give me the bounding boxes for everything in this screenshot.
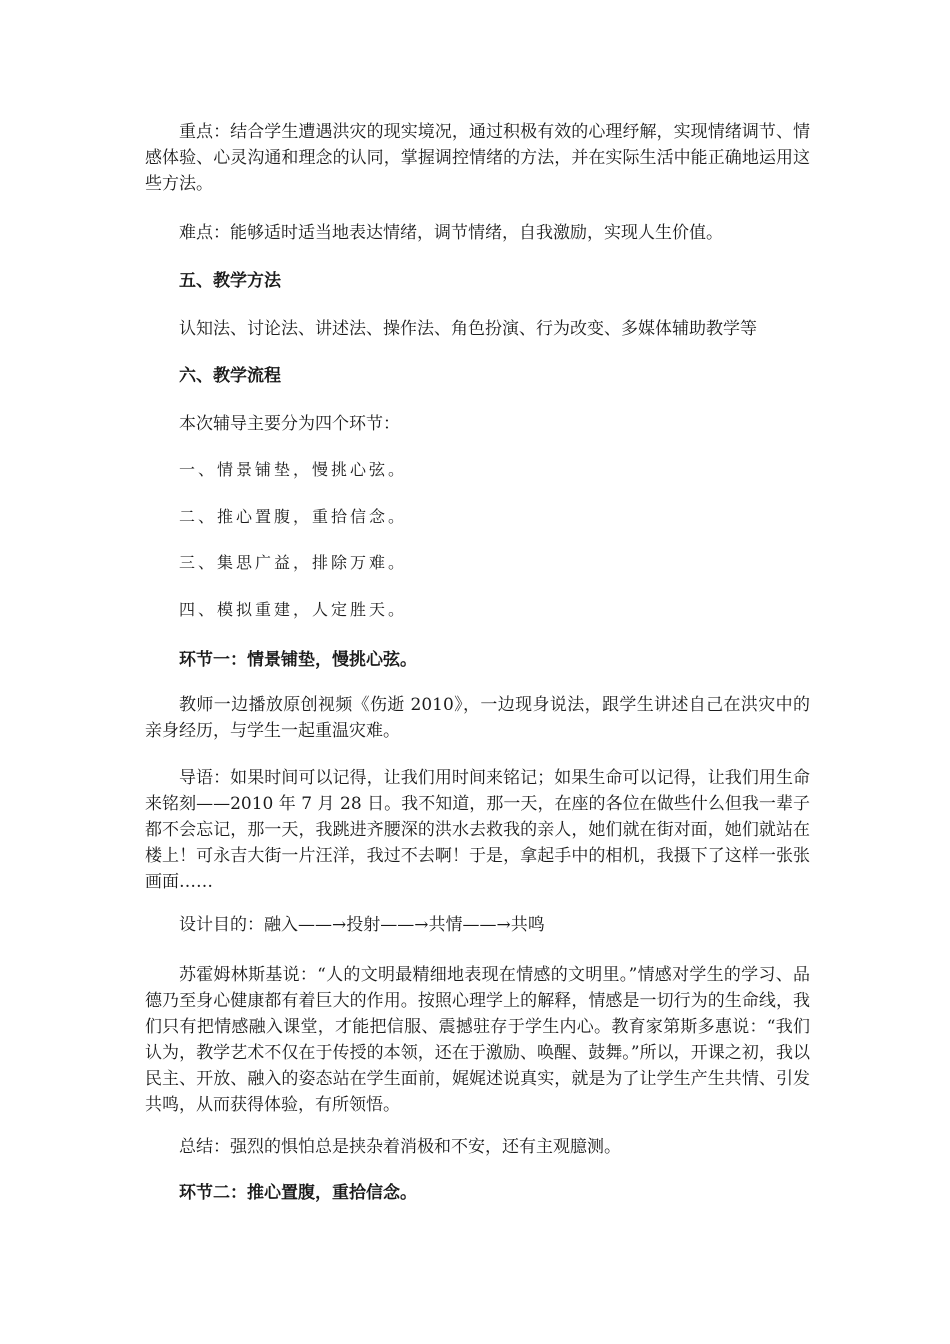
step-list-item: 三、集思广益，排除万难。: [179, 553, 408, 572]
section-heading-methods: 五、教学方法: [179, 271, 281, 291]
key-points-paragraph: 重点：结合学生遭遇洪灾的现实境况，通过积极有效的心理纾解，实现情绪调节、情感体验、心灵沟通和理念的认同，掌握调控情绪的方法，并在实际生活中能正确地运用这些方法。: [145, 122, 810, 194]
step-list-item: 二、推心置腹，重拾信念。: [179, 507, 408, 526]
section-heading-process: 六、教学流程: [179, 366, 281, 386]
step-list-item: 一、情景铺垫，慢挑心弦。: [179, 460, 408, 479]
design-goal-paragraph: 设计目的：融入——→投射——→共情——→共鸣: [179, 915, 545, 935]
step1-description: 教师一边播放原创视频《伤逝 2010》，一边现身说法，跟学生讲述自己在洪灾中的亲身经历，与学生一起重温灾难。: [145, 695, 810, 741]
step2-heading: 环节二：推心置腹，重拾信念。: [179, 1183, 417, 1203]
step-list-item: 四、模拟重建，人定胜天。: [179, 600, 408, 619]
intro-speech-paragraph: 导语：如果时间可以记得，让我们用时间来铭记；如果生命可以记得，让我们用生命来铭刻——2010 年 7 月 28 日。我不知道，那一天，在座的各位在做些什么但我一辈子都不会忘记，那一天，我跳进齐腰深的洪水去救我的亲人，她们就在街对面，她们就站在楼上！可永吉大街一片汪洋，我过不去啊！于是，拿起手中的相机，我摄下了这样一张张画面……: [145, 768, 810, 892]
summary-paragraph: 总结：强烈的惧怕总是挟杂着消极和不安，还有主观臆测。: [179, 1137, 621, 1157]
process-intro-paragraph: 本次辅导主要分为四个环节：: [179, 414, 400, 434]
methods-paragraph: 认知法、讨论法、讲述法、操作法、角色扮演、行为改变、多媒体辅助教学等: [179, 319, 757, 339]
step1-heading: 环节一：情景铺垫，慢挑心弦。: [179, 650, 417, 670]
difficulty-paragraph: 难点：能够适时适当地表达情绪，调节情绪，自我激励，实现人生价值。: [179, 223, 723, 243]
theory-paragraph: 苏霍姆林斯基说：“人的文明最精细地表现在情感的文明里。”情感对学生的学习、品德乃至身心健康都有着巨大的作用。按照心理学上的解释，情感是一切行为的生命线，我们只有把情感融入课堂，才能把信服、震撼驻存于学生内心。教育家第斯多惠说：“我们认为，教学艺术不仅在于传授的本领，还在于激励、唤醒、鼓舞。”所以，开课之初，我以民主、开放、融入的姿态站在学生面前，娓娓述说真实，就是为了让学生产生共情、引发共鸣，从而获得体验，有所领悟。: [145, 965, 810, 1115]
